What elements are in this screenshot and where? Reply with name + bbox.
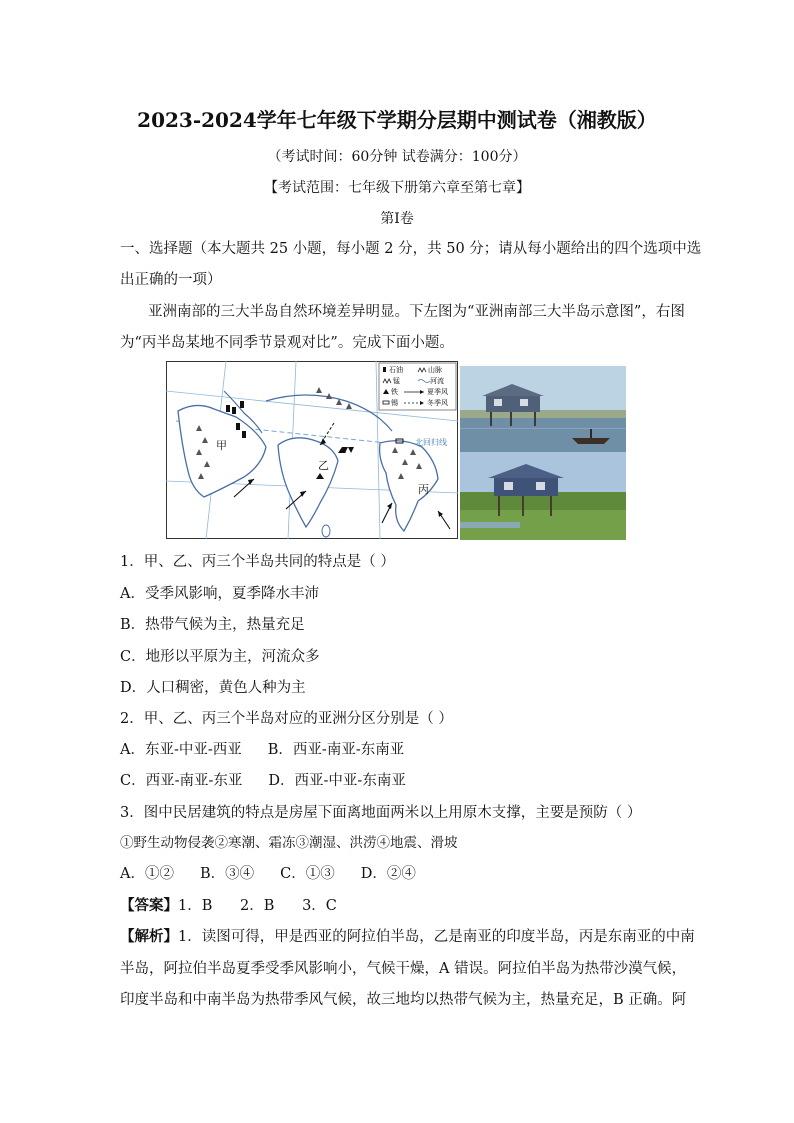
question-2-options-ab [120, 738, 680, 759]
stilt-house-photo-wet-season [460, 366, 626, 454]
intro-line2: 为“丙半岛某地不同季节景观对比”。完成下面小题。 [120, 335, 454, 351]
question-1-stem: 1．甲、乙、丙三个半岛共同的特点是（ ） [120, 554, 395, 570]
question-2-option-d: D．西亚-中亚-东南亚 [268, 773, 406, 789]
legend-iron: 铁 [391, 388, 398, 396]
label-jia: 甲 [216, 439, 227, 452]
analysis-line2: 半岛，阿拉伯半岛夏季受季风影响小，气候干燥，A 错误。阿拉伯半岛为热带沙漠气候， [120, 961, 687, 977]
intro-line1: 亚洲南部的三大半岛自然环境差异明显。下左图为“亚洲南部三大半岛示意图”，右图 [148, 304, 685, 320]
analysis-line3: 印度半岛和中南半岛为热带季风气候，故三地均以热带气候为主，热量充足，B 正确。阿 [120, 992, 687, 1008]
question-3-option-d: D．②④ [360, 866, 416, 882]
legend-manganese: 锰 [393, 377, 400, 385]
stilt-house-photo-dry-season [460, 452, 626, 540]
question-3-options [120, 862, 680, 883]
question-3-sub: ①野生动物侵袭②寒潮、霜冻③潮湿、洪涝④地震、滑坡 [120, 835, 458, 851]
question-1-option-c: C．地形以平原为主，河流众多 [120, 649, 320, 665]
question-3-option-b: B．③④ [199, 866, 255, 882]
legend-mountain: 山脉 [428, 366, 442, 374]
question-2-stem: 2．甲、乙、丙三个半岛对应的亚洲分区分别是（ ） [120, 711, 453, 727]
answer-line [120, 894, 680, 915]
tropic-label: 北回归线 [415, 438, 447, 447]
legend-winter-wind: 冬季风 [427, 399, 448, 407]
section-heading-line1: 一、选择题（本大题共 25 小题，每小题 2 分，共 50 分；请从每小题给出的四个选项中选 [120, 241, 702, 257]
legend-river: 河流 [430, 377, 444, 385]
legend-summer-wind: 夏季风 [427, 388, 448, 396]
question-2-options-cd [120, 769, 680, 790]
section-heading-line2: 出正确的一项） [120, 272, 222, 288]
label-yi: 乙 [318, 459, 329, 472]
question-3-option-a: A．①② [120, 866, 174, 882]
analysis-line1 [120, 925, 695, 946]
label-bing: 丙 [418, 483, 429, 496]
answer-label: 【答案】 [120, 897, 178, 914]
exam-info: （考试时间：60分钟 试卷满分：100分） [267, 149, 527, 165]
analysis-label: 【解析】 [120, 928, 178, 945]
legend-oil: 石油 [389, 366, 403, 374]
question-1-option-a: A．受季风影响，夏季降水丰沛 [120, 586, 319, 602]
question-1-option-b: B．热带气候为主，热量充足 [120, 617, 305, 633]
question-1-option-d: D．人口稠密，黄色人种为主 [120, 680, 306, 696]
map-legend [379, 363, 456, 410]
answer-text: 1．B 2．B 3．C [178, 898, 337, 914]
question-2-option-c: C．西亚-南亚-东亚 [120, 773, 243, 789]
analysis-text-1: 1．读图可得，甲是西亚的阿拉伯半岛，乙是南亚的印度半岛，丙是东南亚的中南 [178, 929, 695, 945]
question-3-option-c: C．①③ [280, 866, 335, 882]
legend-tin: 锡 [391, 399, 398, 407]
question-2-option-a: A．东亚-中亚-西亚 [120, 742, 242, 758]
question-2-option-b: B．西亚-南亚-东南亚 [267, 742, 405, 758]
exam-scope: 【考试范围：七年级下册第六章至第七章】 [264, 180, 530, 196]
question-3-stem: 3．图中民居建筑的特点是房屋下面离地面两米以上用原木支撑，主要是预防（ ） [120, 805, 642, 821]
exam-title: 2023-2024学年七年级下学期分层期中测试卷（湘教版） [137, 108, 657, 132]
volume-label: 第Ⅰ卷 [380, 211, 414, 227]
peninsulas-map [166, 361, 458, 539]
